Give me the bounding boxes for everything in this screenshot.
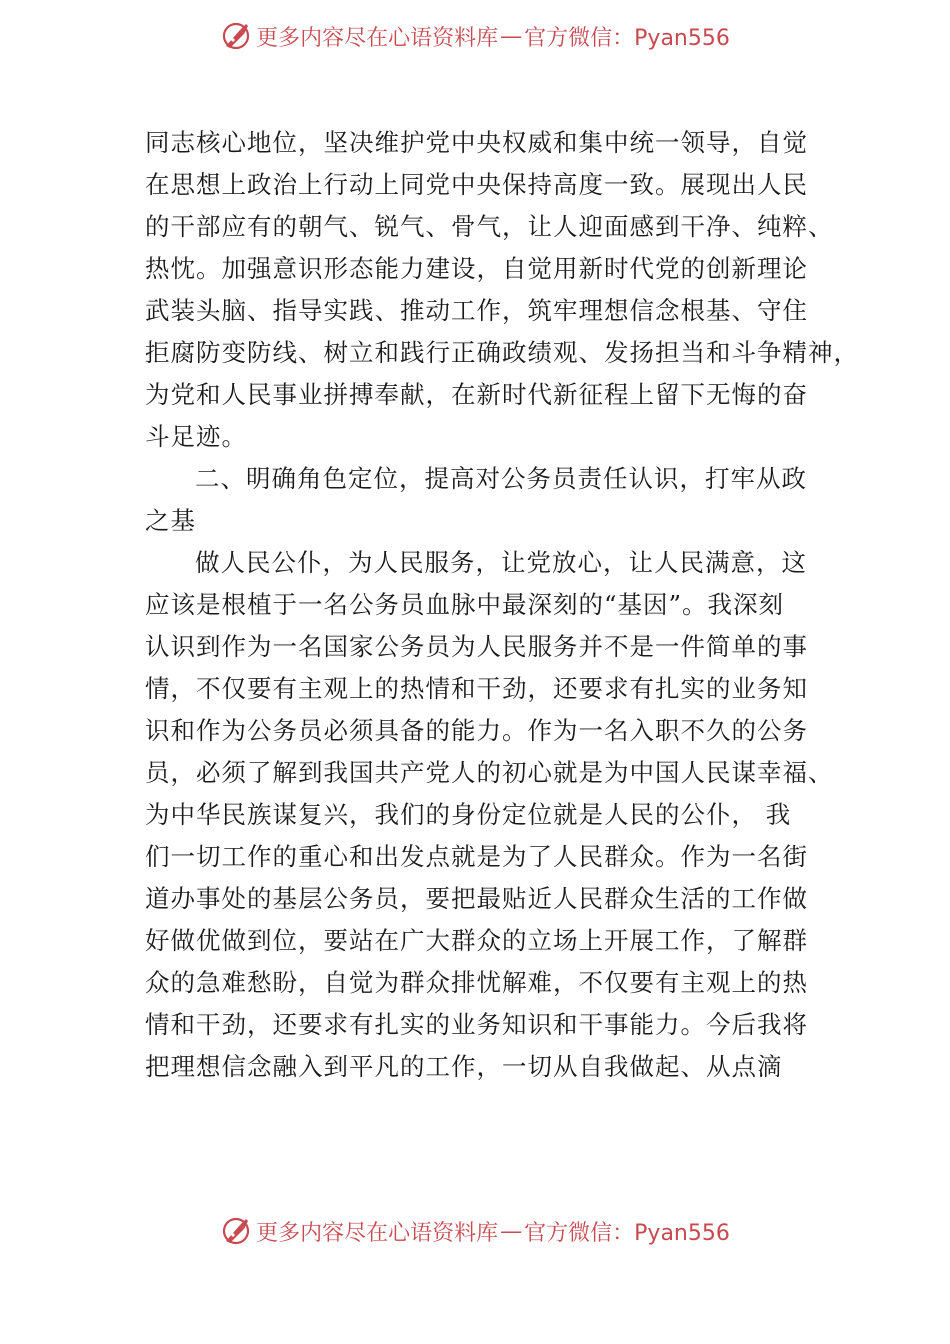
text-line: 拒腐防变防线、树立和践行正确政绩观、发扬担当和斗争精神， [145, 338, 859, 367]
banner-wechat: 官方微信：Pyan556 [524, 1220, 730, 1246]
text-line: 应该是根植于一名公务员血脉中最深刻的“基因”。我深刻 [145, 590, 785, 619]
text-line: 武装头脑、指导实践、推动工作，筑牢理想信念根基、守住 [145, 296, 808, 325]
text-line: 认识到作为一名国家公务员为人民服务并不是一件简单的事 [145, 632, 808, 661]
banner-title: 更多内容尽在心语资料库 [256, 1220, 499, 1246]
section-heading-cont: 之基 [145, 506, 196, 535]
text-line: 的干部应有的朝气、锐气、骨气，让人迎面感到干净、纯粹、 [145, 212, 834, 241]
text-line: 在思想上政治上行动上同党中央保持高度一致。展现出人民 [145, 170, 808, 199]
banner-separator: — [500, 1218, 523, 1244]
text-line: 情和干劲，还要求有扎实的业务知识和干事能力。今后我将 [145, 1010, 808, 1039]
banner-title: 更多内容尽在心语资料库 [256, 25, 499, 51]
text-line: 为中华民族谋复兴，我们的身份定位就是人民的公仆， 我 [145, 800, 792, 829]
banner-separator: — [500, 23, 523, 49]
banner-wechat: 官方微信：Pyan556 [524, 25, 730, 51]
section-heading: 二、明确角色定位，提高对公务员责任认识，打牢从政 [195, 464, 807, 493]
document-body [145, 122, 859, 1088]
text-line: 好做优做到位，要站在广大群众的立场上开展工作，了解群 [145, 926, 808, 955]
pen-nib-logo-icon [220, 1215, 252, 1247]
text-line: 员，必须了解到我国共产党人的初心就是为中国人民谋幸福、 [145, 758, 834, 787]
footer-banner [0, 1211, 950, 1251]
text-line: 识和作为公务员必须具备的能力。作为一名入职不久的公务 [145, 716, 808, 745]
text-line: 斗足迹。 [145, 422, 247, 451]
paragraph-start: 做人民公仆，为人民服务，让党放心，让人民满意，这 [195, 548, 807, 577]
text-line: 们一切工作的重心和出发点就是为了人民群众。作为一名街 [145, 842, 808, 871]
text-line: 热忱。加强意识形态能力建设，自觉用新时代党的创新理论 [145, 254, 808, 283]
pen-nib-logo-icon [220, 20, 252, 52]
text-line: 同志核心地位，坚决维护党中央权威和集中统一领导，自觉 [145, 128, 808, 157]
text-line: 把理想信念融入到平凡的工作，一切从自我做起、从点滴 [145, 1052, 783, 1081]
text-line: 众的急难愁盼，自觉为群众排忧解难，不仅要有主观上的热 [145, 968, 808, 997]
text-line: 为党和人民事业拼搏奉献，在新时代新征程上留下无悔的奋 [145, 380, 808, 409]
header-banner [0, 16, 950, 56]
text-line: 道办事处的基层公务员，要把最贴近人民群众生活的工作做 [145, 884, 808, 913]
text-line: 情，不仅要有主观上的热情和干劲，还要求有扎实的业务知 [145, 674, 808, 703]
